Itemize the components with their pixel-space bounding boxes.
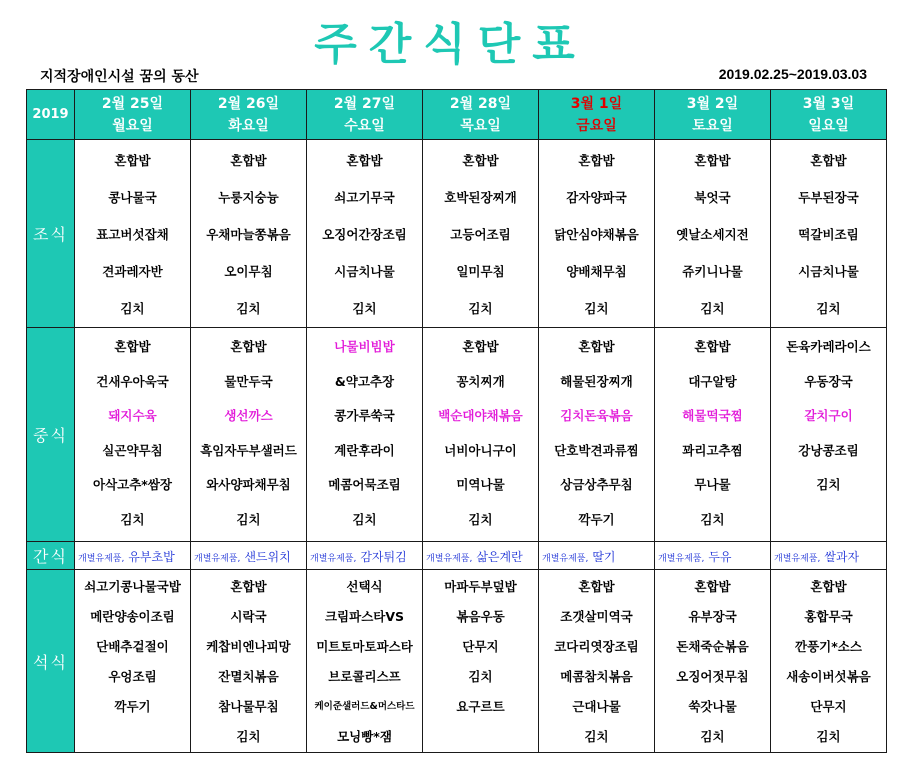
day-header [539, 90, 655, 140]
menu-item: 유부장국 [688, 609, 737, 624]
day-weekday: 토요일 [692, 117, 733, 134]
menu-item: 백순대야채볶음 [438, 408, 523, 424]
snack-tag: 개별유제품, [426, 554, 473, 564]
menu-item: 케찹비엔나피망 [206, 639, 291, 654]
menu-item: 메콤어묵조림 [328, 477, 401, 493]
menu-item: 혼합밥 [346, 153, 383, 168]
menu-cell [191, 140, 307, 328]
menu-item: 깐풍기*소스 [795, 639, 862, 654]
menu-item: 돼지수육 [108, 408, 157, 424]
menu-item: 우동장국 [804, 373, 853, 389]
menu-item: 크림파스타VS [324, 609, 405, 624]
snack-cell [771, 542, 887, 570]
menu-item: 단배추겉절이 [96, 639, 169, 654]
menu-item: 북엇국 [694, 190, 731, 205]
menu-item: 조갯살미역국 [560, 609, 633, 624]
menu-item: 고등어조림 [450, 227, 511, 242]
snack-cell [539, 542, 655, 570]
meal-label-lunch: 중식 [27, 328, 75, 542]
menu-item: 강낭콩조림 [798, 442, 859, 458]
weekly-menu-table [26, 89, 887, 753]
snack-item: 쌀과자 [824, 550, 860, 564]
day-header [191, 90, 307, 140]
day-date: 2월 27일 [333, 95, 396, 112]
menu-item: 와사양파채무침 [206, 477, 291, 493]
menu-cell [771, 140, 887, 328]
menu-cell [307, 570, 423, 753]
menu-cell [75, 140, 191, 328]
snack-cell [307, 542, 423, 570]
menu-cell [191, 570, 307, 753]
menu-cell [539, 570, 655, 753]
menu-item: 선택식 [346, 579, 383, 594]
menu-item: 옛날소세지전 [676, 227, 749, 242]
snack-item: 삶은계란 [476, 550, 523, 564]
menu-cell [771, 570, 887, 753]
menu-item: 오징어간장조림 [322, 227, 407, 242]
day-weekday: 목요일 [460, 117, 501, 134]
snack-cell [423, 542, 539, 570]
menu-item: 돈육카레라이스 [786, 339, 871, 354]
menu-item: 김치 [816, 729, 841, 744]
menu-item: 혼합밥 [578, 153, 615, 168]
meal-label-dinner: 석식 [27, 570, 75, 753]
menu-item: 김치 [236, 729, 261, 744]
breakfast-row [27, 140, 887, 328]
menu-item: 오이무침 [224, 264, 273, 279]
menu-item: 대구알탕 [688, 373, 737, 389]
menu-cell [307, 328, 423, 542]
day-date: 2월 25일 [101, 95, 164, 112]
year-cell: 2019 [27, 90, 75, 140]
menu-item: 혼합밥 [694, 339, 731, 354]
menu-cell [75, 328, 191, 542]
menu-cell [539, 328, 655, 542]
day-date: 3월 1일 [570, 95, 623, 112]
menu-item: 깍두기 [114, 699, 151, 714]
menu-item: 계란후라이 [334, 442, 395, 458]
menu-item: 양배채무침 [566, 264, 627, 279]
menu-cell [771, 328, 887, 542]
menu-item: 혼합밥 [114, 339, 151, 354]
menu-item: 무나물 [694, 477, 731, 493]
menu-item: 혼합밥 [230, 579, 267, 594]
snack-tag: 개별유제품, [194, 554, 241, 564]
menu-item: 미트토마토파스타 [316, 639, 413, 654]
menu-period: 2019.02.25~2019.03.03 [718, 66, 867, 82]
menu-item: 참나물무침 [218, 699, 279, 714]
menu-cell [191, 328, 307, 542]
menu-item: 김치 [468, 669, 493, 684]
menu-item: 모닝빵*잼 [337, 729, 392, 744]
menu-item: 김치 [700, 511, 725, 527]
menu-item: 코다리엿장조림 [554, 639, 639, 654]
day-weekday: 일요일 [808, 117, 849, 134]
snack-tag: 개별유제품, [310, 554, 357, 564]
menu-item: 단호박견과류찜 [554, 442, 639, 458]
snack-cell [75, 542, 191, 570]
menu-item: 혼합밥 [114, 153, 151, 168]
menu-item: 혼합밥 [694, 153, 731, 168]
menu-item: 마파두부덮밥 [444, 579, 517, 594]
menu-item: 콩나물국 [108, 190, 157, 205]
menu-item: 김치 [468, 511, 493, 527]
page-title: 주간식단표 [314, 19, 587, 70]
day-header [307, 90, 423, 140]
menu-item: 혼합밥 [578, 339, 615, 354]
menu-item: 단무지 [810, 699, 847, 714]
snack-item: 샌드위치 [244, 550, 291, 564]
snack-tag: 개별유제품, [774, 554, 821, 564]
menu-item: 김치 [236, 301, 261, 316]
menu-item: 김치 [584, 301, 609, 316]
menu-item: 김치 [352, 511, 377, 527]
menu-item: 쇠고기콩나물국밥 [84, 579, 181, 594]
day-header [75, 90, 191, 140]
day-weekday: 수요일 [344, 117, 385, 134]
menu-item: 혼합밥 [810, 579, 847, 594]
menu-item: 일미무침 [456, 264, 505, 279]
day-weekday: 월요일 [112, 117, 153, 134]
menu-item: 브로콜리스프 [328, 669, 401, 684]
menu-item: 흑임자두부샐러드 [200, 442, 297, 458]
menu-item: 우채마늘쫑볶음 [206, 227, 291, 242]
menu-item: 건새우아욱국 [96, 373, 169, 389]
menu-item: 잔멸치볶음 [218, 669, 279, 684]
menu-item: &약고추장 [334, 373, 395, 389]
menu-item: 감자양파국 [566, 190, 627, 205]
menu-item: 케이준샐러드&머스타드 [314, 701, 415, 712]
snack-cell [655, 542, 771, 570]
menu-item: 너비아니구이 [444, 442, 517, 458]
lunch-row [27, 328, 887, 542]
menu-item: 메란양송이조림 [90, 609, 175, 624]
menu-item: 나물비빔밥 [334, 339, 395, 354]
day-header [771, 90, 887, 140]
menu-item: 혼합밥 [578, 579, 615, 594]
menu-item: 시금치나물 [334, 264, 395, 279]
menu-item: 해물떡국찜 [682, 408, 743, 424]
menu-item: 요구르트 [456, 699, 505, 714]
menu-item: 혼합밥 [462, 153, 499, 168]
menu-item: 김치 [352, 301, 377, 316]
menu-cell [655, 328, 771, 542]
menu-item: 실곤약무침 [102, 442, 163, 458]
menu-item: 김치 [700, 729, 725, 744]
menu-item: 호박된장찌개 [444, 190, 517, 205]
menu-item: 홍합무국 [804, 609, 853, 624]
menu-item: 우엉조림 [108, 669, 157, 684]
day-date: 3월 3일 [802, 95, 855, 112]
organization-name: 지적장애인시설 꿈의 동산 [40, 69, 199, 85]
menu-item: 혼합밥 [230, 339, 267, 354]
menu-cell [655, 140, 771, 328]
menu-item: 쇠고기무국 [334, 190, 395, 205]
menu-item: 닭안심야채볶음 [554, 227, 639, 242]
menu-item: 생선까스 [224, 408, 273, 424]
day-header [423, 90, 539, 140]
snack-tag: 개별유제품, [78, 554, 125, 564]
menu-item: 누룽지숭늉 [218, 190, 279, 205]
day-weekday: 화요일 [228, 117, 269, 134]
menu-item: 표고버섯잡채 [96, 227, 169, 242]
menu-cell [423, 570, 539, 753]
menu-item: 아삭고추*쌈장 [93, 477, 172, 493]
meal-label-snack: 간식 [27, 542, 75, 570]
menu-item: 쑥갓나물 [688, 699, 737, 714]
menu-item: 견과레자반 [102, 264, 163, 279]
menu-cell [423, 328, 539, 542]
menu-item: 시금치나물 [798, 264, 859, 279]
menu-item: 김치 [816, 477, 841, 493]
menu-cell [423, 140, 539, 328]
snack-tag: 개별유제품, [542, 554, 589, 564]
day-weekday: 금요일 [576, 117, 617, 134]
menu-item: 상금상추무침 [560, 477, 633, 493]
menu-item: 혼합밥 [230, 153, 267, 168]
menu-cell [307, 140, 423, 328]
menu-item: 깍두기 [578, 511, 615, 527]
menu-item: 김치 [468, 301, 493, 316]
dinner-row [27, 570, 887, 753]
menu-item: 김치 [584, 729, 609, 744]
menu-item: 새송이버섯볶음 [786, 669, 871, 684]
menu-item: 김치 [816, 301, 841, 316]
menu-item: 김치 [700, 301, 725, 316]
menu-item: 볶음우동 [456, 609, 505, 624]
menu-item: 물만두국 [224, 373, 273, 389]
snack-item: 유부초밥 [128, 550, 175, 564]
snack-item: 두유 [708, 550, 732, 564]
menu-item: 시락국 [230, 609, 267, 624]
menu-item: 오징어젓무침 [676, 669, 749, 684]
menu-item: 혼합밥 [462, 339, 499, 354]
day-date: 2월 26일 [217, 95, 280, 112]
menu-item: 꽁치찌개 [456, 373, 505, 389]
day-header-row [27, 90, 887, 140]
day-header [655, 90, 771, 140]
menu-item: 혼합밥 [694, 579, 731, 594]
menu-item: 김치 [120, 301, 145, 316]
day-date: 3월 2일 [686, 95, 739, 112]
menu-cell [75, 570, 191, 753]
menu-item: 꽈리고추찜 [682, 442, 743, 458]
menu-item: 떡갈비조림 [798, 227, 859, 242]
snack-cell [191, 542, 307, 570]
day-date: 2월 28일 [449, 95, 512, 112]
menu-item: 혼합밥 [810, 153, 847, 168]
menu-cell [655, 570, 771, 753]
menu-item: 근대나물 [572, 699, 621, 714]
menu-item: 해물된장찌개 [560, 373, 633, 389]
menu-item: 돈채죽순볶음 [676, 639, 749, 654]
snack-item: 감자튀김 [360, 550, 407, 564]
menu-item: 쥬키니나물 [682, 264, 743, 279]
menu-item: 갈치구이 [804, 408, 853, 424]
menu-item: 김치돈육볶음 [560, 408, 633, 424]
snack-tag: 개별유제품, [658, 554, 705, 564]
menu-item: 콩가루쑥국 [334, 408, 395, 424]
snack-item: 딸기 [592, 550, 616, 564]
menu-item: 메콤참치볶음 [560, 669, 633, 684]
menu-item: 김치 [236, 511, 261, 527]
menu-item: 김치 [120, 511, 145, 527]
menu-cell [539, 140, 655, 328]
snack-row [27, 542, 887, 570]
menu-item: 두부된장국 [798, 190, 859, 205]
meal-label-breakfast: 조식 [27, 140, 75, 328]
menu-item: 단무지 [462, 639, 499, 654]
menu-item: 미역나물 [456, 477, 505, 493]
